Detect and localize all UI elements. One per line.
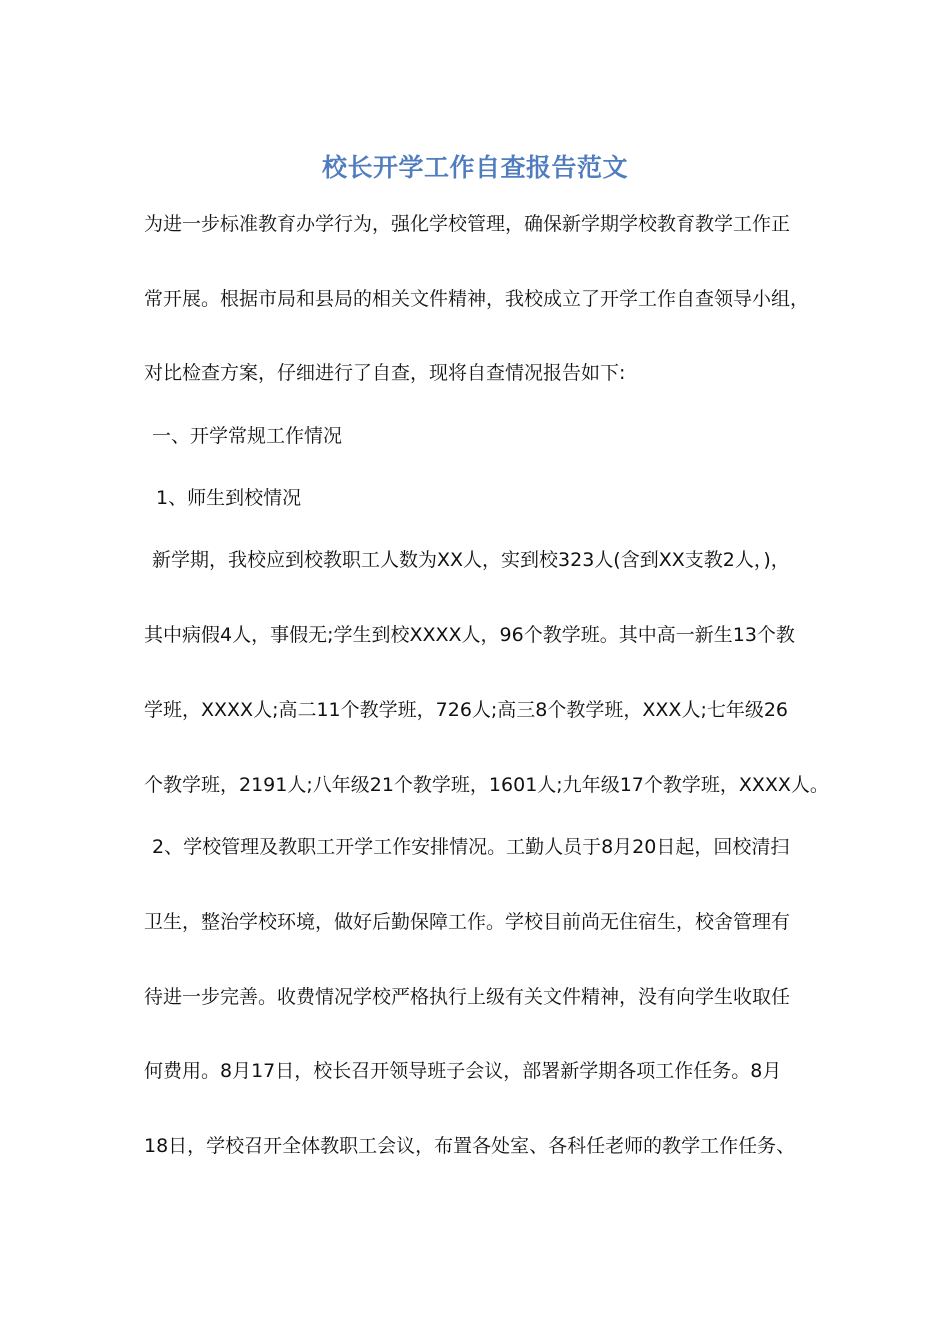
document-title: 校长开学工作自查报告范文 bbox=[321, 153, 628, 182]
paragraph-line: 18日，学校召开全体教职工会议，布置各处室、各科任老师的教学工作任务、 bbox=[144, 1135, 796, 1157]
paragraph-line: 卫生，整治学校环境，做好后勤保障工作。学校目前尚无住宿生，校舍管理有 bbox=[144, 911, 791, 933]
paragraph-line: 其中病假4人，事假无;学生到校XXXX人，96个教学班。其中高一新生13个教 bbox=[144, 624, 795, 646]
paragraph-line: 为进一步标准教育办学行为，强化学校管理，确保新学期学校教育教学工作正 bbox=[144, 213, 791, 235]
paragraph-line: 2、学校管理及教职工开学工作安排情况。工勤人员于8月20日起，回校清扫 bbox=[152, 836, 790, 858]
paragraph-line: 常开展。根据市局和县局的相关文件精神，我校成立了开学工作自查领导小组， bbox=[144, 288, 810, 310]
paragraph-line: 对比检查方案，仔细进行了自查，现将自查情况报告如下: bbox=[144, 362, 626, 384]
paragraph-line: 何费用。8月17日，校长召开领导班子会议，部署新学期各项工作任务。8月 bbox=[144, 1060, 782, 1082]
paragraph-line: 待进一步完善。收费情况学校严格执行上级有关文件精神，没有向学生收取任 bbox=[144, 986, 791, 1008]
paragraph-line: 新学期，我校应到校教职工人数为XX人，实到校323人(含到XX支教2人，)， bbox=[152, 549, 790, 571]
paragraph-line: 个教学班，2191人;八年级21个教学班，1601人;九年级17个教学班，XXXX人。 bbox=[144, 774, 829, 796]
paragraph-line: 学班，XXXX人;高二11个教学班，726人;高三8个教学班，XXX人;七年级26 bbox=[144, 699, 789, 721]
subsection-heading: 1、师生到校情况 bbox=[156, 487, 302, 509]
section-heading: 一、开学常规工作情况 bbox=[152, 425, 343, 447]
